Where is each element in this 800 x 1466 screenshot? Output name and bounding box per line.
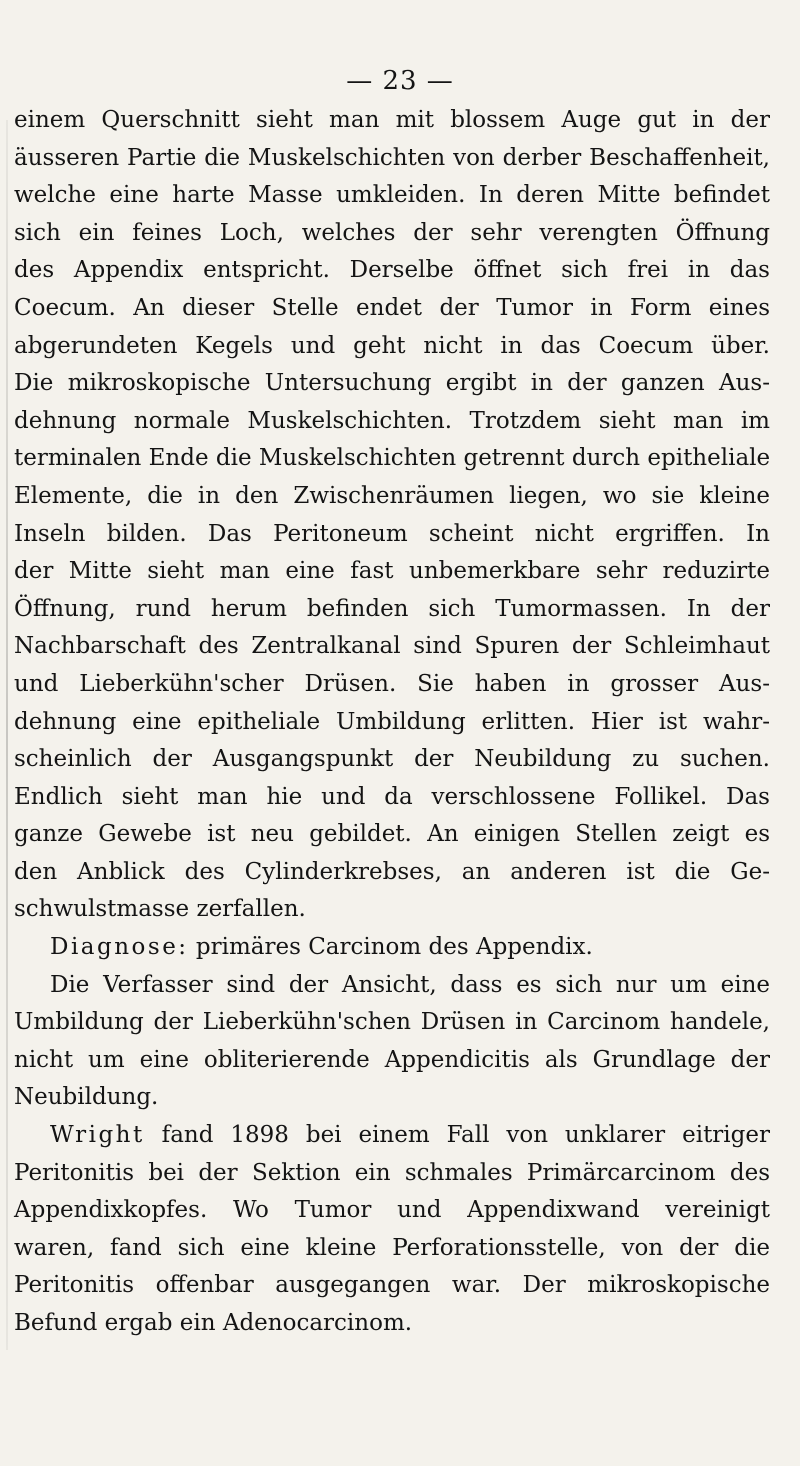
diagnosis-line	[14, 929, 770, 967]
text-line: den Anblick des Cylinderkrebses, an anderen ist die Ge-	[14, 858, 770, 885]
text-line: der Mitte sieht man eine fast unbemerkbare sehr reduzirte	[14, 558, 770, 585]
text-line: dehnung eine epitheliale Umbildung erlitten. Hier ist wahr-	[14, 708, 770, 735]
text-line: scheinlich der Ausgangspunkt der Neubildung zu suchen.	[14, 746, 770, 773]
text-line: Nachbarschaft des Zentralkanal sind Spuren der Schleimhaut	[14, 633, 770, 660]
text-line: dehnung normale Muskelschichten. Trotzdem sieht man im	[14, 407, 770, 434]
text-line: sich ein feines Loch, welches der sehr verengten Öffnung	[14, 219, 770, 246]
text-line: welche eine harte Masse umkleiden. In deren Mitte befindet	[14, 182, 770, 209]
text-line: abgerundeten Kegels und geht nicht in das Coecum über.	[14, 332, 770, 359]
text-line: Coecum. An dieser Stelle endet der Tumor in Form eines	[14, 294, 770, 321]
text-line: Peritonitis offenbar ausgegangen war. Der mikroskopische	[14, 1272, 770, 1299]
diagnosis-text: primäres Carcinom des Appendix.	[188, 934, 593, 961]
text-line: schwulstmasse zerfallen.	[14, 896, 306, 923]
text-line: einem Querschnitt sieht man mit blossem Auge gut in der	[14, 107, 770, 133]
page-number: — 23 —	[346, 66, 454, 96]
text-line: Endlich sieht man hie und da verschlossene Follikel. Das	[14, 783, 770, 810]
diagnosis-label: Diagnose:	[50, 934, 189, 961]
text-line: Appendixkopfes. Wo Tumor und Appendixwand vereinigt	[14, 1197, 770, 1224]
author-name: Wright	[50, 1122, 145, 1149]
text-line: Umbildung der Lieberkühn'schen Drüsen in Carcinom handele,	[14, 1009, 770, 1036]
text-line: Die mikroskopische Untersuchung ergibt in der ganzen Aus-	[14, 370, 770, 397]
body-text	[14, 102, 770, 1343]
text-line: Inseln bilden. Das Peritoneum scheint nicht ergriffen. In	[14, 520, 770, 547]
text-line: nicht um eine obliterierende Appendicitis als Grundlage der	[14, 1046, 770, 1073]
author-line	[14, 1117, 770, 1155]
text-line: Peritonitis bei der Sektion ein schmales Primärcarcinom des	[14, 1159, 770, 1186]
author-line-rest: fand 1898 bei einem Fall von unklarer eitriger	[144, 1122, 770, 1149]
text-line: äusseren Partie die Muskelschichten von derber Beschaffenheit,	[14, 144, 770, 171]
text-line: Befund ergab ein Adenocarcinom.	[14, 1310, 413, 1336]
text-line: Neubildung.	[14, 1084, 159, 1111]
text-line: Elemente, die in den Zwischenräumen liegen, wo sie kleine	[14, 482, 770, 509]
text-line: waren, fand sich eine kleine Perforationsstelle, von der die	[14, 1234, 770, 1261]
text-line: und Lieberkühn'scher Drüsen. Sie haben in grosser Aus-	[14, 670, 770, 697]
text-line: terminalen Ende die Muskelschichten getrennt durch epitheliale	[14, 445, 771, 472]
text-line: Öffnung, rund herum befinden sich Tumormassen. In der	[14, 595, 770, 622]
page-edge-shadow	[6, 120, 8, 1350]
text-line: ganze Gewebe ist neu gebildet. An einigen Stellen zeigt es	[14, 821, 770, 848]
text-line: Die Verfasser sind der Ansicht, dass es sich nur um eine	[50, 971, 770, 998]
text-line: des Appendix entspricht. Derselbe öffnet sich frei in das	[14, 257, 770, 284]
